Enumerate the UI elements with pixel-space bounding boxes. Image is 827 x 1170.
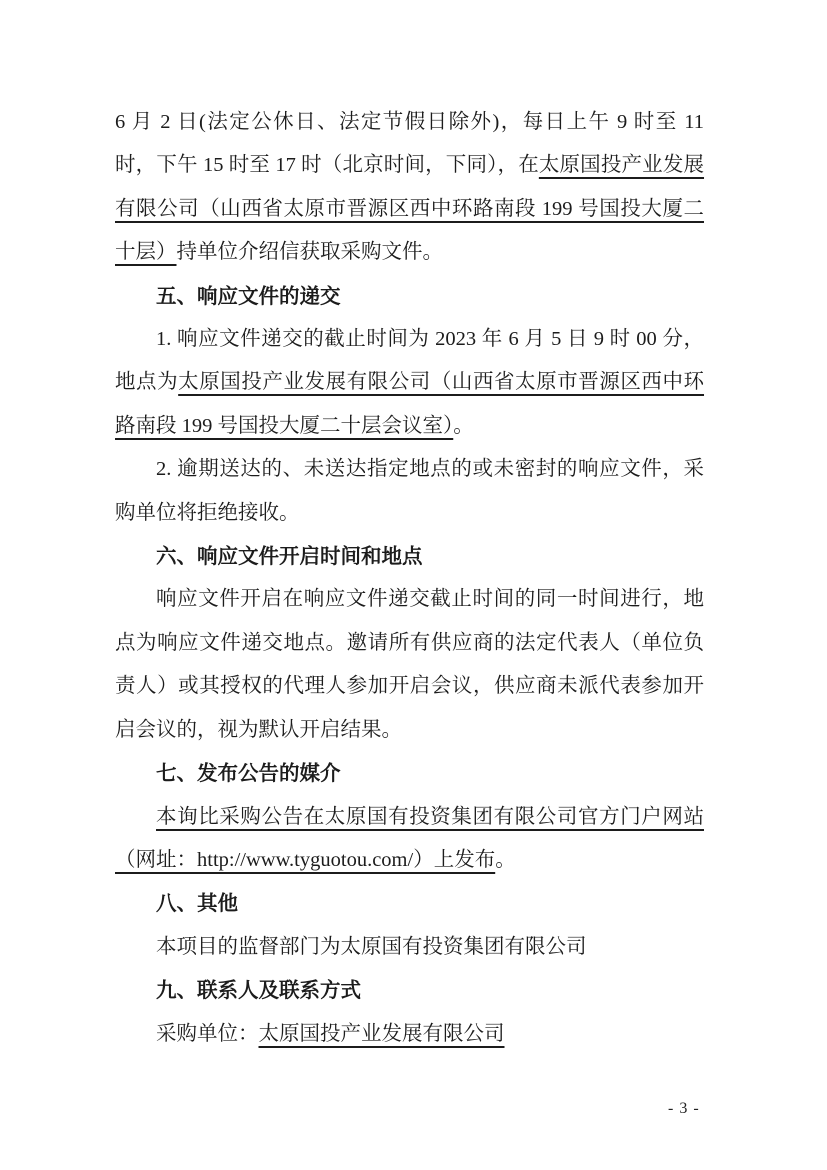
underlined-purchaser-name: 太原国投产业发展有限公司	[258, 1022, 505, 1045]
purchaser-label: 采购单位：	[156, 1022, 259, 1045]
heading-8-other: 八、其他	[156, 892, 238, 916]
text-run: 。	[453, 414, 474, 437]
text-run: 1. 响应文件递交的截止时间为 2023 年 6 月 5 日 9 时 00 分，地点为	[115, 328, 704, 394]
para-6-opening-details: 响应文件开启在响应文件递交截止时间的同一时间进行，地点为响应文件递交地点。邀请所有供应商的法定代表人（单位负责人）或其授权的代理人参加开启会议，供应商未派代表参加开启会议的，视为默认开启结果。	[115, 588, 704, 741]
para-5-1-deadline	[115, 318, 704, 448]
heading-9-contact: 九、联系人及联系方式	[156, 979, 361, 1003]
para-document-pickup	[115, 101, 704, 275]
text-run: 持单位介绍信获取采购文件。	[176, 241, 443, 264]
heading-7-media: 七、发布公告的媒介	[156, 762, 341, 786]
para-5-2-rejection: 2. 逾期送达的、未送达指定地点的或未密封的响应文件，采购单位将拒绝接收。	[115, 458, 704, 524]
text-run: 6 月 2 日(法定公休日、法定节假日除外)，每日上午 9 时至 11 时，下午 15 时至 17 时（北京时间，下同），在	[115, 111, 704, 177]
para-7-announcement	[115, 796, 704, 883]
text-run: 。	[495, 848, 516, 871]
para-9-purchaser	[115, 1013, 704, 1056]
heading-6-opening: 六、响应文件开启时间和地点	[156, 545, 423, 569]
underlined-purchaser-address: 太原国投产业发展有限公司（山西省太原市晋源区西中环路南段 199 号国投大厦二十层）	[115, 154, 705, 264]
para-8-supervision: 本项目的监督部门为太原国有投资集团有限公司	[156, 935, 587, 958]
heading-5-submission: 五、响应文件的递交	[156, 284, 341, 308]
page-number: - 3 -	[668, 1100, 700, 1117]
document-body	[115, 101, 704, 1056]
underlined-submission-address: 太原国投产业发展有限公司（山西省太原市晋源区西中环路南段 199 号国投大厦二十层会议室）	[115, 371, 705, 437]
underlined-announcement-website: 本询比采购公告在太原国有投资集团有限公司官方门户网站（网址：http://www.tyguotou.com/）上发布	[115, 805, 704, 871]
